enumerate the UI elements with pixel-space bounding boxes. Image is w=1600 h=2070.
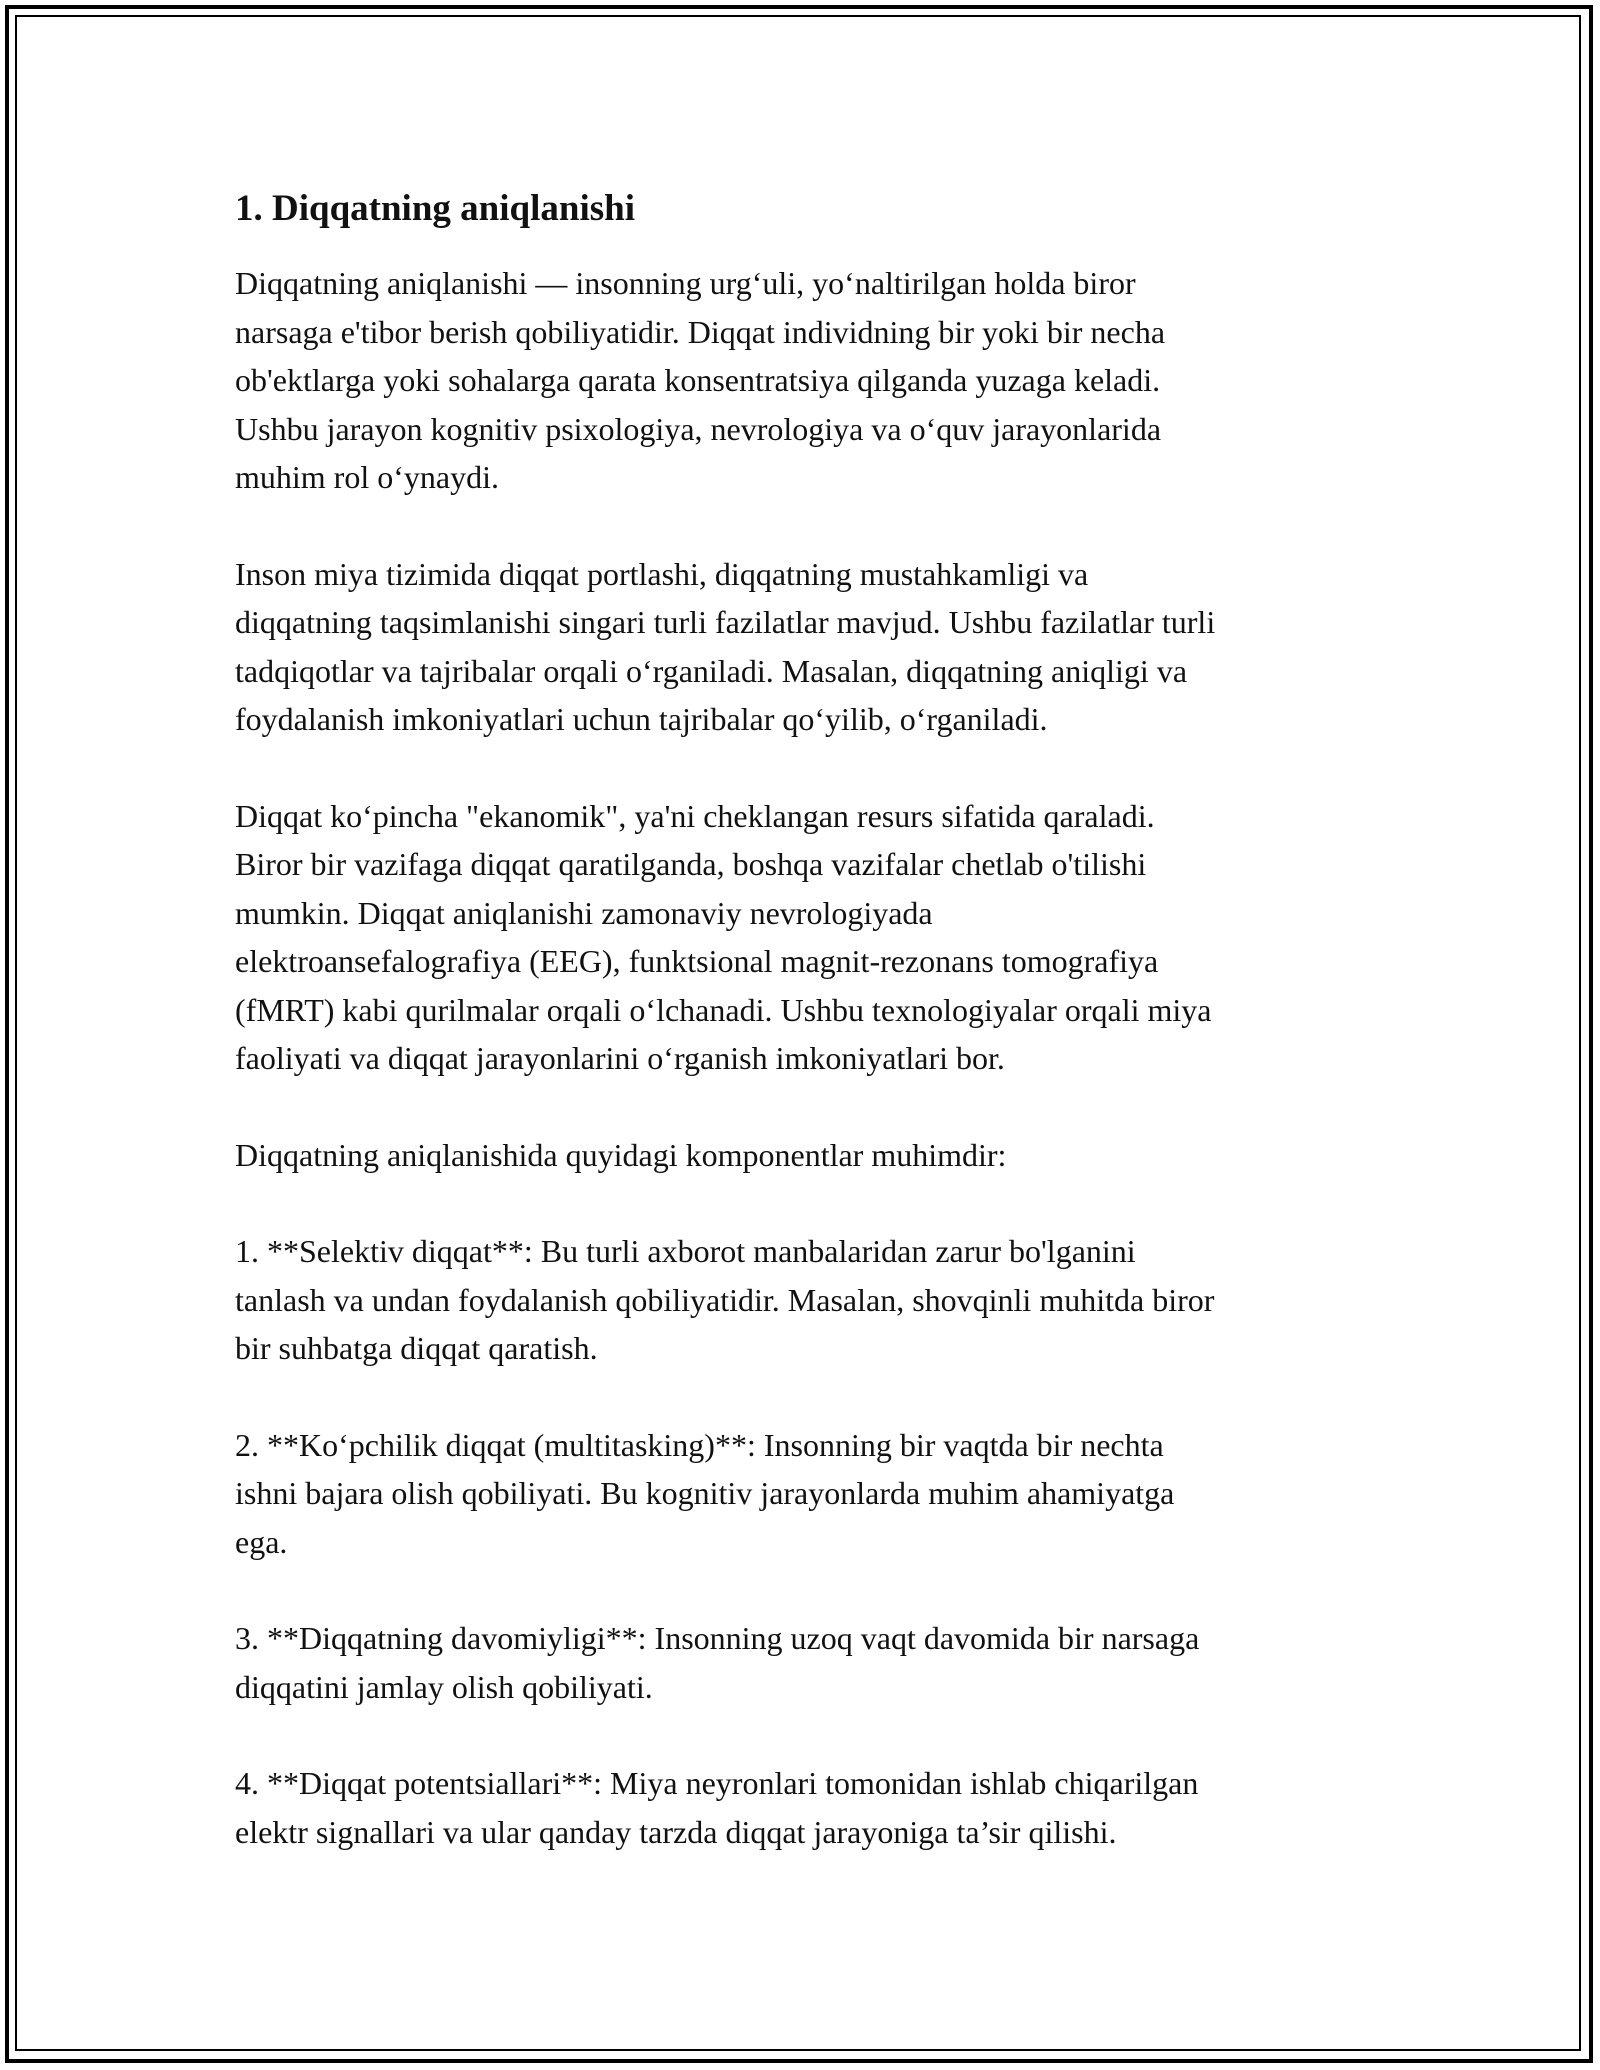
paragraph-measurement: Diqqat ko‘pincha "ekanomik", ya'ni cheklangan resurs sifatida qaraladi. Biror bir vazifaga diqqat qaratilganda, boshqa vazifalar chetlab o'tilishi mumkin. Diqqat aniqlanishi zamonaviy nevrologiyada elektroansefalografiya (EEG), funktsional magnit-rezonans tomografiya (fMRT) kabi qurilmalar orqali o‘lchanadi. Ushbu texnologiyalar orqali miya faoliyati va diqqat jarayonlarini o‘rganish imkoniyatlari bor.	[235, 797, 1212, 1076]
paragraph-components-intro: Diqqatning aniqlanishida quyidagi komponentlar muhimdir:	[235, 1136, 1007, 1173]
list-item-potentials: 4. **Diqqat potentsiallari**: Miya neyronlari tomonidan ishlab chiqarilgan elektr signallari va ular qanday tarzda diqqat jarayoniga ta’sir qilishi.	[235, 1765, 1199, 1850]
paragraph-qualities: Inson miya tizimida diqqat portlashi, diqqatning mustahkamligi va diqqatning taqsimlanishi singari turli fazilatlar mavjud. Ushbu fazilatlar turli tadqiqotlar va tajribalar orqali o‘rganiladi. Masalan, diqqatning aniqligi va foydalanish imkoniyatlari uchun tajribalar qo‘yilib, o‘rganiladi.	[235, 555, 1216, 737]
list-item-multitasking: 2. **Ko‘pchilik diqqat (multitasking)**: Insonning bir vaqtda bir nechta ishni bajara olish qobiliyati. Bu kognitiv jarayonlarda muhim ahamiyatga ega.	[235, 1426, 1175, 1560]
list-item-selective-attention: 1. **Selektiv diqqat**: Bu turli axborot manbalaridan zarur bo'lganini tanlash va undan foydalanish qobiliyatidir. Masalan, shovqinli muhitda biror bir suhbatga diqqat qaratish.	[235, 1233, 1215, 1366]
list-item-duration: 3. **Diqqatning davomiyligi**: Insonning uzoq vaqt davomida bir narsaga diqqatini jamlay olish qobiliyati.	[235, 1620, 1200, 1705]
paragraph-intro: Diqqatning aniqlanishi — insonning urg‘uli, yo‘naltirilgan holda biror narsaga e'tibor berish qobiliyatidir. Diqqat individning bir yoki bir necha ob'ektlarga yoki sohalarga qarata konsentratsiya qilganda yuzaga keladi. Ushbu jarayon kognitiv psixologiya, nevrologiya va o‘quv jarayonlarida muhim rol o‘ynaydi.	[235, 265, 1166, 495]
section-heading: 1. Diqqatning aniqlanishi	[235, 188, 635, 229]
document-page	[235, 185, 1375, 1904]
